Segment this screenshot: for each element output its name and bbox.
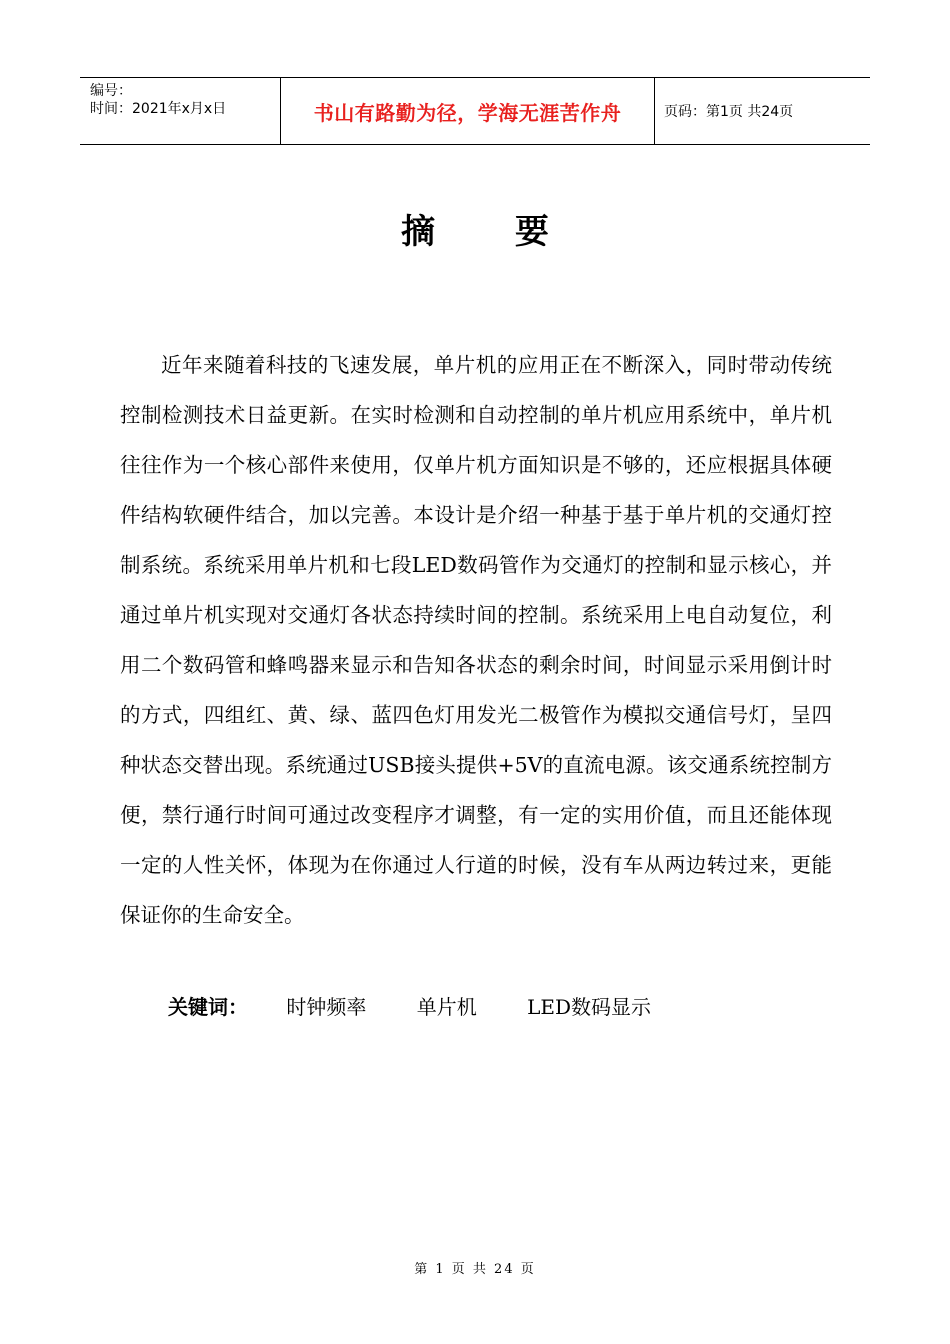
- abstract-paragraph: 近年来随着科技的飞速发展，单片机的应用正在不断深入，同时带动传统控制检测技术日益更新。在实时检测和自动控制的单片机应用系统中，单片机往往作为一个核心部件来使用，仅单片机方面知识是不够的，还应根据具体硬件结构软硬件结合，加以完善。本设计是介绍一种基于基于单片机的交通灯控制系统。系统采用单片机和七段LED数码管作为交通灯的控制和显示核心，并通过单片机实现对交通灯各状态持续时间的控制。系统采用上电自动复位，利用二个数码管和蜂鸣器来显示和告知各状态的剩余时间，时间显示采用倒计时的方式，四组红、黄、绿、蓝四色灯用发光二极管作为模拟交通信号灯，呈四种状态交替出现。系统通过USB接头提供+5V的直流电源。该交通系统控制方便，禁行通行时间可通过改变程序才调整，有一定的实用价值，而且还能体现一定的人性关怀，体现为在你通过人行道的时候，没有车从两边转过来，更能保证你的生命安全。: [120, 353, 832, 927]
- keyword-item: 时钟频率: [286, 995, 367, 1019]
- keywords-label: 关键词：: [168, 995, 248, 1019]
- header-table: [80, 77, 870, 145]
- page-title: 摘 要: [401, 212, 583, 252]
- page-footer: 第 1 页 共 24 页: [414, 1262, 536, 1277]
- header-meta-cell: [80, 78, 281, 144]
- time-label: 时间：2021年x月x日: [90, 101, 227, 117]
- keywords-line: [168, 990, 695, 1024]
- keyword-item: 单片机: [416, 995, 477, 1019]
- keyword-item: LED数码显示: [527, 995, 651, 1019]
- header-page-info: 页码：第1页 共24页: [664, 104, 794, 120]
- header-motto: 书山有路勤为径，学海无涯苦作舟: [281, 78, 655, 144]
- number-label: 编号：: [90, 83, 132, 99]
